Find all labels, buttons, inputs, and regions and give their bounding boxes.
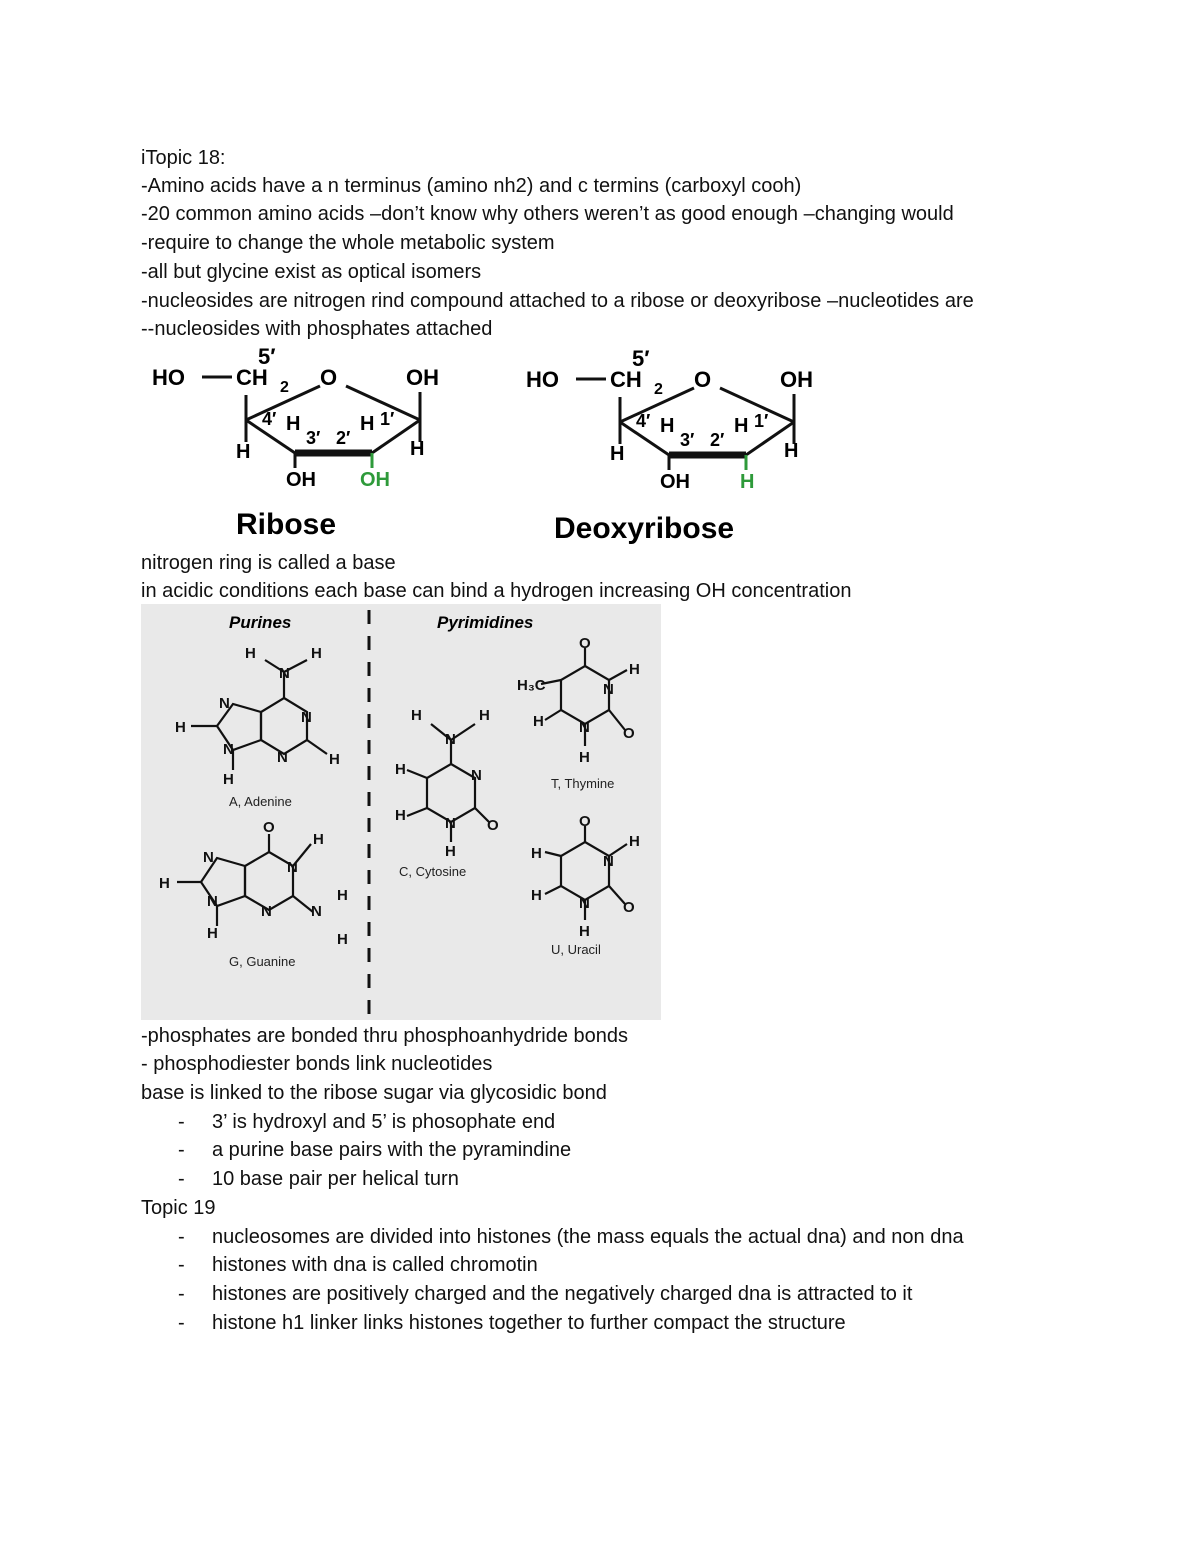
deoxy-ch2: CH [610,367,642,392]
atom: H₃C [517,677,546,694]
bullet-dash: - [178,1168,185,1190]
atom: N [261,903,272,920]
text-line: -nucleosides are nitrogen rind compound attached to a ribose or deoxyribose –nucleotides are [141,290,974,312]
cytosine-caption: C, Cytosine [399,864,467,879]
uracil-caption: U, Uracil [551,942,601,957]
ribose-3prime: 3′ [306,428,321,448]
sugar-structures-figure [140,340,860,550]
guanine-caption: G, Guanine [229,954,296,969]
atom: N [207,893,218,910]
deoxy-4prime: 4′ [636,411,651,431]
atom: H [337,887,348,904]
atom: N [579,895,590,912]
deoxy-h4: H [660,415,675,437]
deoxyribose-label: Deoxyribose [554,512,735,545]
atom: N [445,731,456,748]
ribose-oh-2: OH [360,469,390,491]
atom: O [579,813,591,830]
atom: N [203,849,214,866]
ribose-h4: H [286,413,301,435]
atom: N [287,859,298,876]
atom: H [223,771,234,788]
ribose-5prime: 5′ [258,344,276,369]
atom: H [579,749,590,766]
atom: N [223,741,234,758]
bullet-dash: - [178,1111,185,1133]
atom: H [175,719,186,736]
ribose-oh-top: OH [406,365,439,390]
adenine-caption: A, Adenine [229,794,292,809]
deoxy-h-2: H [740,471,755,493]
bullet-dash: - [178,1312,185,1334]
atom: H [531,845,542,862]
bases-svg [141,604,661,1020]
ribose-h-right: H [410,438,425,460]
atom: H [629,661,640,678]
deoxy-oh-3: OH [660,471,690,493]
atom: H [531,887,542,904]
atom: H [159,875,170,892]
text-line: --nucleosides with phosphates attached [141,318,493,340]
atom: N [279,665,290,682]
deoxy-ho: HO [526,367,559,392]
thymine-caption: T, Thymine [551,776,615,791]
atom: H [411,707,422,724]
deoxy-5prime: 5′ [632,346,650,371]
atom: H [533,713,544,730]
atom: O [263,819,275,836]
text-line: nitrogen ring is called a base [141,552,396,574]
text-line: base is linked to the ribose sugar via glycosidic bond [141,1082,607,1104]
deoxy-ch2-sub: 2 [654,381,663,398]
ribose-2prime: 2′ [336,428,351,448]
deoxy-h-left: H [610,443,625,465]
deoxy-1prime: 1′ [754,411,769,431]
atom: H [329,751,340,768]
deoxy-ring-o: O [694,367,712,392]
purines-heading: Purines [229,613,292,632]
ribose-4prime: 4′ [262,409,277,429]
bullet-dash: - [178,1254,185,1276]
deoxy-h1: H [734,415,749,437]
nitrogen-bases-figure [141,604,661,1020]
atom: H [311,645,322,662]
ribose-ch2: CH [236,365,268,390]
bullet-dash: - [178,1283,185,1305]
atom: H [245,645,256,662]
atom: H [337,931,348,948]
deoxy-oh-top: OH [780,367,813,392]
ribose-1prime: 1′ [380,409,395,429]
ribose-label: Ribose [236,508,337,541]
topic-18-heading: iTopic 18: [141,147,226,169]
pyrimidines-heading: Pyrimidines [437,613,534,632]
deoxy-3prime: 3′ [680,430,695,450]
atom: N [445,815,456,832]
atom: N [579,719,590,736]
atom: H [395,807,406,824]
atom: H [629,833,640,850]
text-line: - phosphodiester bonds link nucleotides [141,1053,493,1075]
atom: N [471,767,482,784]
atom: H [313,831,324,848]
ribose-h-left: H [236,441,251,463]
atom: O [579,635,591,652]
ribose-ring-o: O [320,365,338,390]
atom: H [579,923,590,940]
atom: O [623,725,635,742]
bullet-dash: - [178,1226,185,1248]
atom: N [219,695,230,712]
atom: N [603,853,614,870]
text-line: in acidic conditions each base can bind a hydrogen increasing OH concentration [141,580,852,602]
text-line: -all but glycine exist as optical isomers [141,261,482,283]
atom: O [487,817,499,834]
ribose-oh-3: OH [286,469,316,491]
text-line: -20 common amino acids –don’t know why others weren’t as good enough –changing would [141,203,954,225]
topic-19-heading: Topic 19 [141,1197,216,1219]
atom: H [207,925,218,942]
deoxyribose-structure [526,346,813,545]
text-line: -Amino acids have a n terminus (amino nh2) and c termins (carboxyl cooh) [141,175,802,197]
ribose-ch2-sub: 2 [280,379,289,396]
text-line: -phosphates are bonded thru phosphoanhydride bonds [141,1025,629,1047]
ribose-h1: H [360,413,375,435]
atom: N [603,681,614,698]
deoxy-2prime: 2′ [710,430,725,450]
deoxy-h-right: H [784,440,799,462]
atom: N [311,903,322,920]
ribose-ho: HO [152,365,185,390]
text-line: -require to change the whole metabolic system [141,232,555,254]
bullet-dash: - [178,1139,185,1161]
atom: H [479,707,490,724]
atom: H [445,843,456,860]
ribose-structure [152,344,439,541]
atom: N [277,749,288,766]
atom: H [395,761,406,778]
atom: N [301,709,312,726]
atom: O [623,899,635,916]
